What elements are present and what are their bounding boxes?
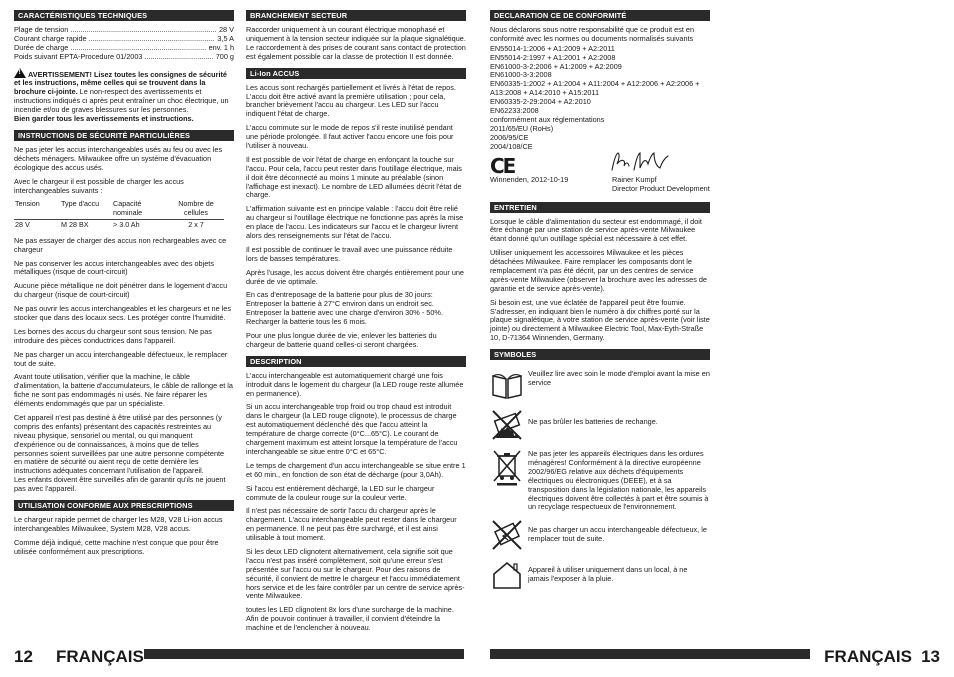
safety-paragraph: Les enfants doivent être surveillés afin de garantir qu'ils ne jouent pas avec l'appareil. — [14, 475, 226, 494]
description-paragraph: Le temps de chargement d'un accu interchangeable se situe entre 1 et 60 min., en fonction de son état de décharge (pour 3,0Ah). — [246, 460, 466, 479]
norm-item: EN55014-1:2006 + A1:2009 + A2:2011 — [490, 43, 615, 53]
footer-left — [14, 647, 464, 669]
symbol-row — [490, 368, 710, 402]
usage-header: UTILISATION CONFORME AUX PRESCRIPTIONS — [14, 500, 234, 511]
safety-paragraph: Ne pas conserver les accus interchangeables avec des objets métalliques (risque de court-circuit) — [14, 258, 214, 277]
description-paragraph: Si un accu interchangeable trop froid ou trop chaud est introduit dans le chargeur (la LED rouge clignote), le processus de charge est automatiquement déclenché dès que l'accu atteint la température de charge correcte (0°C...65°C). Le courant de chargement maximum est atteint lorsque la température de l'accu interchangeable se situe entre 0°C et 65°C. — [246, 402, 458, 456]
description-header: DESCRIPTION — [246, 356, 466, 367]
language-label: FRANÇAIS — [56, 647, 144, 666]
safety-paragraph: Ne pas jeter les accus interchangeables usés au feu ou avec les déchets ménagers. Milwaukee offre un système d'évacuation écologique des accus usés. — [14, 144, 223, 172]
norm-item: 2004/108/CE — [490, 141, 533, 151]
no-fire-battery-icon — [490, 408, 524, 442]
norm-item: EN61000-3-3:2008 — [490, 70, 552, 80]
description-paragraph: Si les deux LED clignotent alternativement, cela signifie soit que l'accu n'est pas inséré complètement, soit qu'une erreur s'est présentée sur l'accu ou sur le chargeur. Pour des raisons de sécurité, il convient de mettre le chargeur et l'accu immédiatement hors service et de les faire contrôler par un centre de service après-vente Milwaukee. — [246, 546, 465, 601]
middle-column — [246, 10, 466, 638]
indoor-house-icon — [490, 558, 524, 592]
spec-row: Poids suivant EPTA-Procedure 01/2003 ..... 700 g — [14, 53, 234, 62]
safety-paragraph: Ne pas essayer de charger des accus non rechargeables avec ce chargeur — [14, 235, 227, 254]
norm-item: 2006/95/CE — [490, 132, 529, 142]
liion-paragraph: En cas d'entreposage de la batterie pour plus de 30 jours: Entreposer la batterie à 27°C environ dans un endroit sec. Entreposer la batterie avec une charge d'environ 30% - 50%. Recharger la batterie tous les 6 mois. — [246, 290, 443, 327]
table-header: Tension — [15, 199, 40, 209]
book-icon — [490, 368, 524, 402]
language-label: FRANÇAIS — [824, 647, 912, 666]
spec-list — [14, 26, 234, 62]
norm-item: EN62233:2008 — [490, 106, 539, 116]
norm-item: EN61000-3-2:2006 + A1:2009 + A2:2009 — [490, 61, 622, 71]
declaration-header: DECLARATION CE DE CONFORMITÉ — [490, 10, 710, 21]
safety-paragraph: Avant toute utilisation, vérifier que la machine, le câble d'alimentation, la batterie d'accumulateurs, le câble de rallonge et la fiche ne sont pas endommagés ni usés. Ne faire réparer les éléments endommagés que par un spécialiste. — [14, 372, 233, 409]
norm-item: conformément aux réglementations — [490, 114, 605, 124]
norms-list — [490, 45, 710, 152]
spec-row: Courant charge rapide ..... 3,5 A — [14, 35, 234, 44]
usage-paragraph: Comme déjà indiqué, cette machine n'est conçue que pour être utilisée conformément aux prescriptions. — [14, 537, 219, 556]
liion-paragraph: Les accus sont rechargés partiellement et livrés à l'état de repos. L'accu doit être activé avant la première utilisation ; pour cela, brancher brièvement l'accu au chargeur. Les LED sur l'accu indiquent l'état de charge. — [246, 82, 456, 119]
maintenance-paragraph: Si besoin est, une vue éclatée de l'appareil peut être fournie. S'adresser, en indiquant bien le numéro à dix chiffres porté sur la plaque signalétique, à votre station de service après-vente (voir liste jointe) ou directement à Milwaukee Electric Tool, Max-Eyth-Straße 10, D-71364 Winnenden, Germany. — [490, 297, 710, 343]
norm-item: EN60335-1:2002 + A1:2004 + A11:2004 + A12:2006 + A2:2006 + A13:2008 + A14:2010 + A15:2011 — [490, 79, 700, 98]
symbol-text: Veuillez lire avec soin le mode d'emploi avant la mise en service — [528, 369, 710, 388]
description-paragraph: L'accu interchangeable est automatiquement chargé une fois introduit dans le logement du chargeur (la LED rouge reste allumée en permanence). — [246, 370, 464, 398]
signature-place-date: Winnenden, 2012-10-19 — [490, 174, 569, 184]
symbol-text: Ne pas charger un accu interchangeable défectueux, le remplacer tout de suite. — [528, 525, 707, 544]
table-header: Type d'accu — [61, 199, 100, 209]
safety-paragraph: Ne pas charger un accu interchangeable défectueux, le remplacer tout de suite. — [14, 349, 228, 368]
safety-paragraph: Avec le chargeur il est possible de charger les accus interchangeables suivants : — [14, 176, 184, 195]
damaged-battery-icon — [490, 518, 524, 552]
liion-paragraph: L'accu commute sur le mode de repos s'il reste inutilisé pendant une période prolongée. Il faut activer l'accu encore une fois pour l'utiliser à nouveau. — [246, 123, 454, 150]
maintenance-paragraph: Lorsque le câble d'alimentation du secteur est endommagé, il doit être échangé par une station de service après-vente Milwaukee étant donné qu'un outillage spécial est nécessaire à cet effet. — [490, 216, 702, 244]
description-paragraph: Si l'accu est entièrement déchargé, la LED sur le chargeur commute de la couleur rouge sur la couleur verte. — [246, 483, 435, 502]
safety-paragraph: Les bornes des accus du chargeur sont sous tension. Ne pas introduire des pièces conductrices dans l'appareil. — [14, 326, 212, 345]
description-paragraph: Il n'est pas nécessaire de sortir l'accu du chargeur après le chargement. L'accu interchangeable peut rester dans le chargeur en permanence. Il ne peut pas être surchargé, et il est ainsi utilisable à tout moment. — [246, 506, 457, 543]
liion-header: Li-Ion ACCUS — [246, 68, 466, 79]
symbol-row — [490, 408, 710, 442]
right-column — [490, 10, 710, 598]
ce-mark-icon: CE — [490, 153, 515, 178]
footer-bar — [490, 649, 810, 659]
maintenance-paragraph: Utiliser uniquement les accessoires Milwaukee et les pièces détachées Milwaukee. Faire remplacer les composants dont le remplacement n'a pas été décrit, par un des centres de service après-vente Milwaukee (observer la brochure avec les adresses de garantie et de service après-vente). — [490, 248, 707, 293]
tech-specs-header: CARACTÉRISTIQUES TECHNIQUES — [14, 10, 234, 21]
signatory-name: Rainer Kumpf — [612, 174, 657, 184]
table-header: Capacité nominale — [113, 199, 143, 218]
table-header: Nombre de cellules — [178, 199, 214, 218]
symbol-row — [490, 448, 710, 512]
spec-row: Durée de charge ..... env. 1 h — [14, 44, 234, 53]
signature-block — [490, 152, 710, 196]
usage-paragraph: Le chargeur rapide permet de charger les M28, V28 Li-ion accus interchangeables Milwaukee, System M28, V28 accus. — [14, 515, 223, 533]
liion-paragraph: L'affirmation suivante est en principe valable : l'accu doit être relié au chargeur si l'outillage électrique ne fonctionne pas après la mise en place de l'accu. Les indicateurs sur l'accu et le chargeur livrent alors des renseignements sur l'état de l'accu. — [246, 204, 464, 240]
safety-paragraph: Aucune pièce métallique ne doit pénétrer dans le logement d'accu du chargeur (risque de court-circuit) — [14, 281, 228, 300]
norm-item: EN60335-2-29:2004 + A2:2010 — [490, 97, 591, 107]
liion-paragraph: Après l'usage, les accus doivent être chargés entièrement pour une durée de vie optimale. — [246, 267, 464, 286]
liion-paragraph: Pour une plus longue durée de vie, enlever les batteries du chargeur de batterie quand celles-ci seront chargées. — [246, 331, 437, 349]
maintenance-header: ENTRETIEN — [490, 202, 710, 213]
liion-paragraph: Il est possible de voir l'état de charge en enfonçant la touche sur l'accu. Pour cela, l'accu peut rester dans l'outillage électrique, mais il doit être déconnecté au moins 1 minute au préalable (sinon l'affichage est inexact). Le nombre de LED allumées décrit l'état de charge. — [246, 154, 462, 200]
description-paragraph: toutes les LED clignotent 8x lors d'une surcharge de la machine. Afin de pouvoir continuer à travailler, il convient d'éteindre la machine et de l'enclencher à nouveau. — [246, 605, 454, 633]
symbol-text: Appareil à utiliser uniquement dans un local, à ne jamais l'exposer à la pluie. — [528, 565, 688, 584]
symbols-header: SYMBOLES — [490, 349, 710, 360]
symbol-row — [490, 518, 710, 552]
mains-paragraph: Raccorder uniquement à un courant électrique monophasé et uniquement à la tension secteur indiquée sur la plaque signalétique. Le raccordement à des prises de courant sans contact de protection est également possible car la classe de protection II est donnée. — [246, 25, 466, 61]
mains-header: BRANCHEMENT SECTEUR — [246, 10, 466, 21]
crossed-bin-icon — [490, 448, 524, 486]
table-row: 28 V M 28 BX > 3.0 Ah 2 x 7 — [14, 219, 224, 230]
safety-paragraph: Ne pas ouvrir les accus interchangeables et les chargeurs et ne les stocker que dans des locaux secs. Les protéger contre l'humidité. — [14, 304, 231, 322]
warning-triangle-icon — [14, 68, 26, 78]
symbol-row — [490, 558, 710, 592]
page-number: 13 — [921, 647, 940, 666]
footer-right — [490, 647, 940, 669]
declaration-intro: Nous déclarons sous notre responsabilité que ce produit est en conformité avec les normes ou documents normalisés suivants — [490, 25, 695, 43]
safety-paragraph: Cet appareil n'est pas destiné à être utilisé par des personnes (y compris des enfants) présentant des capacités restreintes au niveau physique, sensoriel ou mental, ou qui manquent d'expérience ou de connaissances, à moins que de telles personnes soient surveillées par une autre personne compétente en matière de sécurité ou aient reçu de cette dernière les instructions adéquates concernant l'utilisation de l'appareil. — [14, 413, 225, 476]
norm-item: 2011/65/EU (RoHs) — [490, 123, 554, 133]
signature-icon — [610, 150, 672, 174]
liion-paragraph: Il est possible de continuer le travail avec une puissance réduite lors de basses températures. — [246, 244, 453, 263]
symbol-text: Ne pas jeter les appareils électriques dans les ordures ménagères! Conformément à la directive européenne 2002/96/EG relative aux déchets d'équipements électriques ou électroniques (DEEE), et à sa transposition dans la législation nationale, les appareils électriques doivent être collectés à part et être soumis à un recyclage respectueux de l'environnement. — [528, 449, 709, 512]
left-column — [14, 10, 234, 562]
page-number: 12 — [14, 647, 33, 666]
safety-header: INSTRUCTIONS DE SÉCURITÉ PARTICULIÈRES — [14, 130, 234, 141]
norm-item: EN55014-2:1997 + A1:2001 + A2:2008 — [490, 52, 616, 62]
warning-paragraph: !AVERTISSEMENT! Lisez toutes les consignes de sécurité et les instructions, même celles qui se trouvent dans la brochure ci-jointe. Le non-respect des avertissements et instructions indiqués ci après peut entraîner un choc électrique, un incendie et/ou de graves blessures sur les personnes. Bien garder tous les avertissements et instructions. — [14, 68, 234, 124]
battery-table — [14, 200, 224, 230]
symbol-text: Ne pas brûler les batteries de rechange. — [528, 417, 658, 427]
spec-row: Plage de tension ..... 28 V — [14, 26, 234, 35]
signatory-title: Director Product Development — [612, 183, 710, 193]
footer-bar — [144, 649, 464, 659]
